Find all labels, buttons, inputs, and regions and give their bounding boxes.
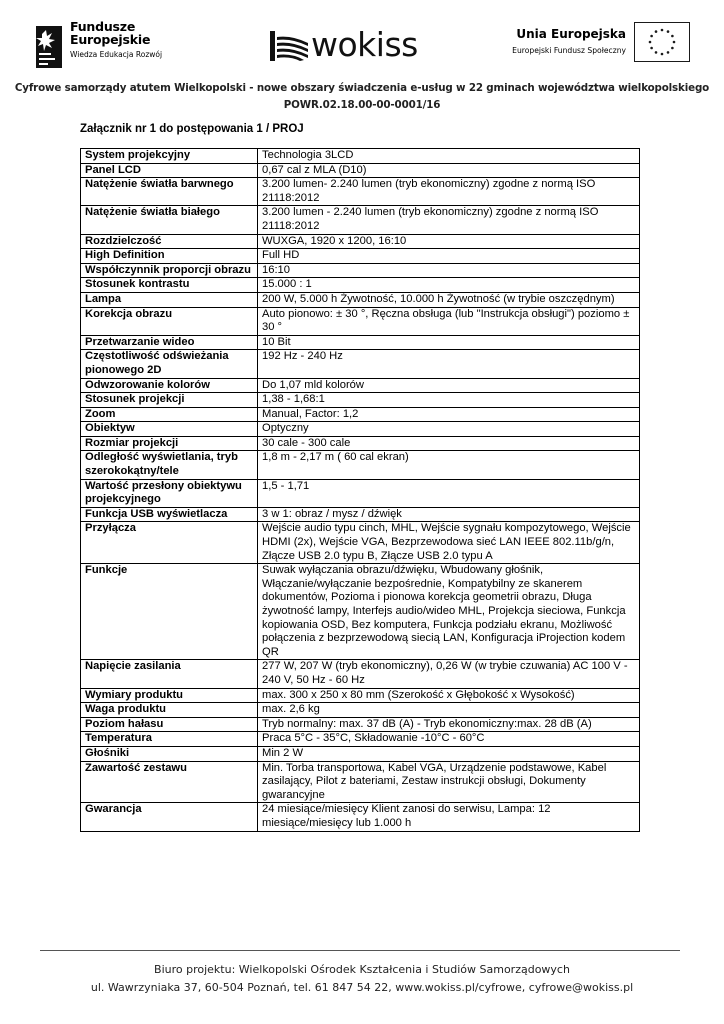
- spec-label: Współczynnik proporcji obrazu: [81, 263, 258, 278]
- spec-label: Poziom hałasu: [81, 717, 258, 732]
- table-row: [81, 688, 640, 703]
- table-row: [81, 732, 640, 747]
- spec-label: Częstotliwość odświeżania pionowego 2D: [81, 350, 258, 378]
- spec-value: 0,67 cal z MLA (D10): [258, 163, 640, 178]
- table-row: [81, 307, 640, 335]
- spec-label: Funkcje: [81, 564, 258, 660]
- table-row: [81, 803, 640, 831]
- spec-value: max. 2,6 kg: [258, 703, 640, 718]
- spec-value: 1,5 - 1,71: [258, 479, 640, 507]
- table-row: [81, 479, 640, 507]
- table-row: [81, 436, 640, 451]
- spec-label: Lampa: [81, 292, 258, 307]
- wokiss-mark-icon: [268, 29, 310, 63]
- unia-europejska-logo: [498, 22, 694, 72]
- spec-label: Waga produktu: [81, 703, 258, 718]
- footer: [0, 961, 724, 996]
- table-row: [81, 522, 640, 564]
- spec-label: Odwzorowanie kolorów: [81, 378, 258, 393]
- spec-value: 3.200 lumen - 2.240 lumen (tryb ekonomiczny) zgodne z normą ISO 21118:2012: [258, 206, 640, 234]
- spec-value: Auto pionowo: ± 30 °, Ręczna obsługa (lub "Instrukcja obsługi") poziomo ± 30 °: [258, 307, 640, 335]
- table-row: [81, 234, 640, 249]
- table-row: [81, 660, 640, 688]
- ue-logo-subtitle: Europejski Fundusz Społeczny: [512, 46, 626, 55]
- spec-label: Obiektyw: [81, 422, 258, 437]
- project-header: [0, 80, 724, 114]
- wokiss-logo-text: wokiss: [311, 24, 418, 64]
- table-row: [81, 451, 640, 479]
- spec-label: Przyłącza: [81, 522, 258, 564]
- spec-label: Panel LCD: [81, 163, 258, 178]
- fe-star-icon: [34, 20, 64, 72]
- spec-label: Stosunek projekcji: [81, 393, 258, 408]
- spec-label: Wartość przesłony obiektywu projekcyjnego: [81, 479, 258, 507]
- spec-label: Temperatura: [81, 732, 258, 747]
- table-row: [81, 422, 640, 437]
- spec-label: Zawartość zestawu: [81, 761, 258, 803]
- spec-label: Korekcja obrazu: [81, 307, 258, 335]
- eu-star: [655, 30, 658, 33]
- spec-label: High Definition: [81, 249, 258, 264]
- spec-label: System projekcyjny: [81, 149, 258, 164]
- spec-value: 277 W, 207 W (tryb ekonomiczny), 0,26 W (w trybie czuwania) AC 100 V - 240 V, 50 Hz - 60 Hz: [258, 660, 640, 688]
- spec-value: Min 2 W: [258, 746, 640, 761]
- spec-label: Napięcie zasilania: [81, 660, 258, 688]
- fe-logo-line2: Europejskie: [70, 32, 151, 47]
- spec-value: Suwak wyłączania obrazu/dźwięku, Wbudowany głośnik, Włączanie/wyłączanie bezpośrednie, Kompatybilny ze skanerem dokumentów, Pozioma i pionowa korekcja geometrii obrazu, Długa żywotność lampy, Interfejs audio/wideo MHL, Projekcja sieciowa, Funkcja kopiowania OSD, Bez komputera, Funkcja podziału ekranu, Możliwość połączenia z bezprzewodową siecią LAN, Konfiguracja iProjection kodem QR: [258, 564, 640, 660]
- footer-divider: [40, 950, 680, 951]
- spec-label: Natężenie światła barwnego: [81, 178, 258, 206]
- eu-star: [671, 35, 674, 38]
- spec-value: Do 1,07 mld kolorów: [258, 378, 640, 393]
- spec-value: 1,8 m - 2,17 m ( 60 cal ekran): [258, 451, 640, 479]
- table-row: [81, 163, 640, 178]
- table-row: [81, 703, 640, 718]
- spec-value: 10 Bit: [258, 335, 640, 350]
- table-row: [81, 249, 640, 264]
- eu-star: [667, 51, 670, 54]
- table-row: [81, 746, 640, 761]
- spec-label: Rozdzielczość: [81, 234, 258, 249]
- fundusze-europejskie-logo: [34, 20, 184, 72]
- spec-value: 24 miesiące/miesięcy Klient zanosi do serwisu, Lampa: 12 miesiące/miesięcy lub 1.000 h: [258, 803, 640, 831]
- table-row: [81, 278, 640, 293]
- eu-star: [661, 29, 664, 32]
- spec-value: 192 Hz - 240 Hz: [258, 350, 640, 378]
- spec-value: Praca 5°C - 35°C, Składowanie -10°C - 60°C: [258, 732, 640, 747]
- spec-value: max. 300 x 250 x 80 mm (Szerokość x Głębokość x Wysokość): [258, 688, 640, 703]
- project-title: Cyfrowe samorządy atutem Wielkopolski - nowe obszary świadczenia e-usług w 22 gminach województwa wielkopolskiego: [14, 82, 710, 94]
- table-row: [81, 507, 640, 522]
- spec-label: Zoom: [81, 407, 258, 422]
- eu-star: [673, 41, 676, 44]
- spec-value: 16:10: [258, 263, 640, 278]
- spec-value: Wejście audio typu cinch, MHL, Wejście sygnału kompozytowego, Wejście HDMI (2x), Wejście VGA, Bezprzewodowa sieć LAN IEEE 802.11b/g/n, Złącze USB 2.0 typu B, Złącze USB 2.0 typu A: [258, 522, 640, 564]
- eu-star: [661, 53, 664, 56]
- ue-logo-title: Unia Europejska: [516, 27, 626, 41]
- spec-label: Gwarancja: [81, 803, 258, 831]
- table-row: [81, 206, 640, 234]
- eu-star: [650, 47, 653, 50]
- eu-flag-icon: [634, 22, 690, 62]
- table-row: [81, 178, 640, 206]
- spec-value: Technologia 3LCD: [258, 149, 640, 164]
- table-row: [81, 761, 640, 803]
- spec-value: 30 cale - 300 cale: [258, 436, 640, 451]
- eu-star: [650, 35, 653, 38]
- spec-label: Przetwarzanie wideo: [81, 335, 258, 350]
- spec-value: Tryb normalny: max. 37 dB (A) - Tryb ekonomiczny:max. 28 dB (A): [258, 717, 640, 732]
- spec-value: Optyczny: [258, 422, 640, 437]
- specification-table: [80, 148, 640, 832]
- spec-value: 3.200 lumen- 2.240 lumen (tryb ekonomiczny) zgodne z normą ISO 21118:2012: [258, 178, 640, 206]
- fe-logo-tagline: Wiedza Edukacja Rozwój: [70, 50, 163, 59]
- footer-contact: ul. Wawrzyniaka 37, 60-504 Poznań, tel. 61 847 54 22, www.wokiss.pl/cyfrowe, cyfrowe@wokiss.pl: [90, 980, 634, 994]
- table-row: [81, 292, 640, 307]
- table-row: [81, 378, 640, 393]
- spec-label: Rozmiar projekcji: [81, 436, 258, 451]
- spec-label: Natężenie światła białego: [81, 206, 258, 234]
- spec-value: 1,38 - 1,68:1: [258, 393, 640, 408]
- spec-label: Głośniki: [81, 746, 258, 761]
- table-row: [81, 407, 640, 422]
- table-row: [81, 263, 640, 278]
- fe-logo-line1: Fundusze: [70, 19, 136, 34]
- spec-label: Odległość wyświetlania, tryb szerokokątny/tele: [81, 451, 258, 479]
- eu-star: [667, 30, 670, 33]
- spec-value: Manual, Factor: 1,2: [258, 407, 640, 422]
- spec-value: WUXGA, 1920 x 1200, 16:10: [258, 234, 640, 249]
- spec-label: Wymiary produktu: [81, 688, 258, 703]
- wokiss-logo: [268, 26, 418, 66]
- eu-star: [655, 51, 658, 54]
- spec-value: Full HD: [258, 249, 640, 264]
- spec-value: 200 W, 5.000 h Żywotność, 10.000 h Żywotność (w trybie oszczędnym): [258, 292, 640, 307]
- table-row: [81, 717, 640, 732]
- spec-value: Min. Torba transportowa, Kabel VGA, Urządzenie podstawowe, Kabel zasilający, Pilot z bateriami, Zestaw instrukcji obsługi, Dokumenty gwarancyjne: [258, 761, 640, 803]
- eu-star: [671, 47, 674, 50]
- footer-office: Biuro projektu: Wielkopolski Ośrodek Kształcenia i Studiów Samorządowych: [154, 963, 570, 976]
- table-row: [81, 393, 640, 408]
- table-row: [81, 350, 640, 378]
- project-code: POWR.02.18.00-00-0001/16: [283, 99, 441, 111]
- spec-label: Funkcja USB wyświetlacza: [81, 507, 258, 522]
- table-row: [81, 149, 640, 164]
- table-row: [81, 564, 640, 660]
- spec-value: 15.000 : 1: [258, 278, 640, 293]
- spec-value: 3 w 1: obraz / mysz / dźwięk: [258, 507, 640, 522]
- table-row: [81, 335, 640, 350]
- eu-star: [649, 41, 652, 44]
- annex-title: Załącznik nr 1 do postępowania 1 / PROJ: [80, 123, 304, 135]
- spec-label: Stosunek kontrastu: [81, 278, 258, 293]
